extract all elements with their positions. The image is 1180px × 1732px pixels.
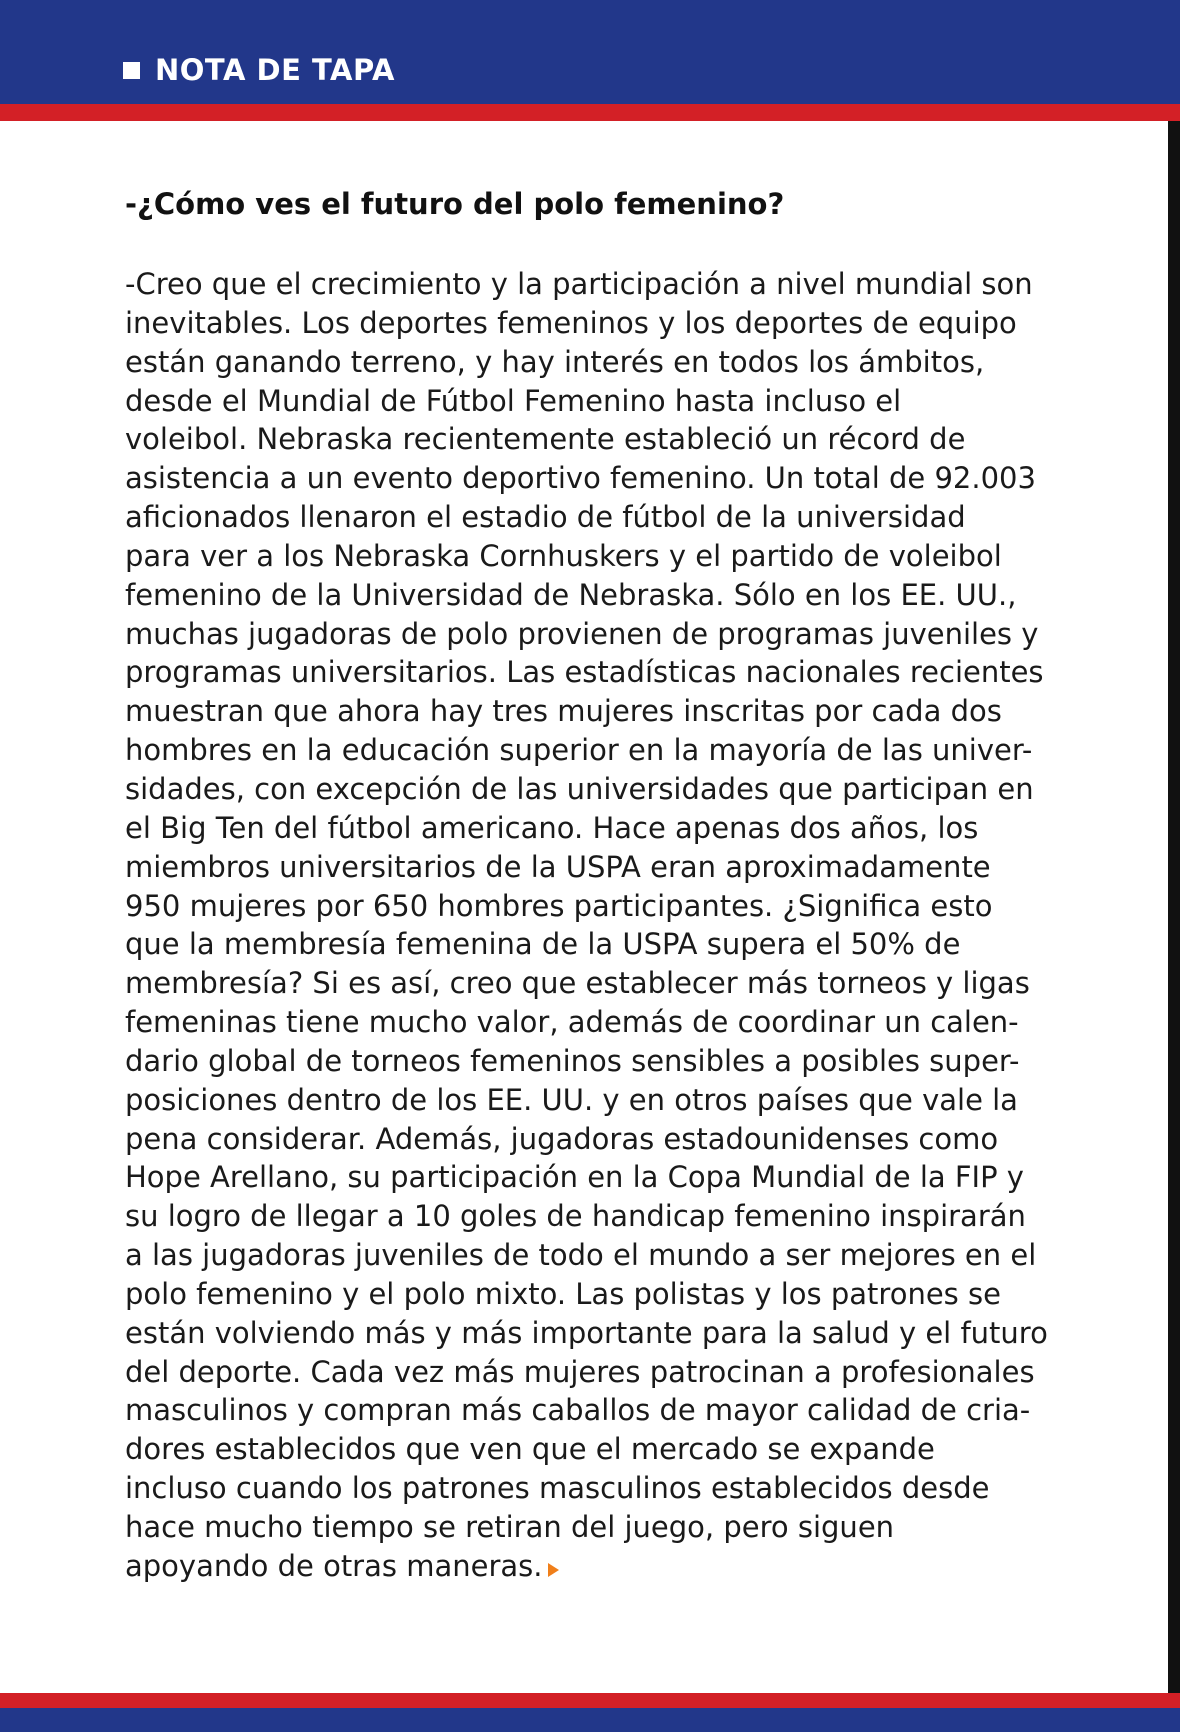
answer-line: masculinos y compran más caballos de mayor calidad de cria- (125, 1393, 1031, 1428)
answer-line: sidades, con excepción de las universidades que participan en (125, 771, 1034, 806)
answer-line: aficionados llenaron el estadio de fútbol de la universidad (125, 500, 966, 535)
answer-line: 950 mujeres por 650 hombres participantes. ¿Significa esto (125, 888, 993, 923)
answer-line-text: apoyando de otras maneras. (125, 1548, 543, 1583)
answer-line: inevitables. Los deportes femeninos y los deportes de equipo (125, 305, 1017, 340)
answer-line: muestran que ahora hay tres mujeres inscritas por cada dos (125, 694, 1002, 729)
interview-question: -¿Cómo ves el futuro del polo femenino? (125, 187, 785, 221)
header-red-stripe (0, 104, 1180, 121)
answer-line: asistencia a un evento deportivo femenino. Un total de 92.003 (125, 461, 1036, 496)
answer-line: pena considerar. Además, jugadoras estadounidenses como (125, 1121, 999, 1156)
answer-line: están ganando terreno, y hay interés en todos los ámbitos, (125, 344, 985, 379)
right-edge-border (1168, 121, 1180, 1693)
answer-line: hace mucho tiempo se retiran del juego, pero siguen (125, 1510, 895, 1544)
orange-triangle-end-icon (548, 1563, 559, 1577)
answer-line: femeninas tiene mucho valor, además de coordinar un calen- (125, 1005, 1019, 1040)
answer-line: miembros universitarios de la USPA eran aproximadamente (125, 849, 991, 884)
answer-line: están volviendo más y más importante para la salud y el futuro (125, 1315, 1048, 1350)
answer-line: su logro de llegar a 10 goles de handicap femenino inspirarán (125, 1199, 1026, 1234)
answer-line: dario global de torneos femeninos sensibles a posibles super- (125, 1043, 1020, 1078)
answer-line: a las jugadoras juveniles de todo el mundo a ser mejores en el (125, 1238, 1037, 1273)
interview-answer (125, 265, 1085, 1586)
answer-line: voleibol. Nebraska recientemente estableció un récord de (125, 422, 966, 457)
section-square-icon (123, 62, 140, 79)
answer-line: del deporte. Cada vez más mujeres patrocinan a profesionales (125, 1354, 1035, 1389)
answer-line: posiciones dentro de los EE. UU. y en otros países que vale la (125, 1082, 1018, 1117)
answer-line: Hope Arellano, su participación en la Copa Mundial de la FIP y (125, 1160, 1024, 1195)
answer-line: polo femenino y el polo mixto. Las polistas y los patrones se (125, 1276, 1001, 1311)
answer-line: para ver a los Nebraska Cornhuskers y el partido de voleibol (125, 538, 1002, 573)
answer-line: membresía? Si es así, creo que establecer más torneos y ligas (125, 966, 1030, 1001)
footer-bar (0, 1708, 1180, 1732)
answer-line: muchas jugadoras de polo provienen de programas juveniles y (125, 616, 1039, 651)
answer-line: el Big Ten del fútbol americano. Hace apenas dos años, los (125, 810, 979, 845)
answer-line: -Creo que el crecimiento y la participación a nivel mundial son (125, 267, 1033, 301)
answer-line: dores establecidos que ven que el mercado se expande (125, 1432, 935, 1467)
answer-line: que la membresía femenina de la USPA supera el 50% de (125, 927, 961, 962)
answer-line: incluso cuando los patrones masculinos establecidos desde (125, 1471, 990, 1506)
answer-line: programas universitarios. Las estadísticas nacionales recientes (125, 655, 1044, 690)
answer-line: hombres en la educación superior en la mayoría de las univer- (125, 733, 1033, 768)
footer-red-stripe (0, 1693, 1180, 1708)
section-label: NOTA DE TAPA (155, 53, 395, 87)
answer-line: femenino de la Universidad de Nebraska. Sólo en los EE. UU., (125, 577, 1017, 612)
answer-line: desde el Mundial de Fútbol Femenino hasta incluso el (125, 383, 902, 418)
answer-last-line (125, 1547, 1085, 1586)
